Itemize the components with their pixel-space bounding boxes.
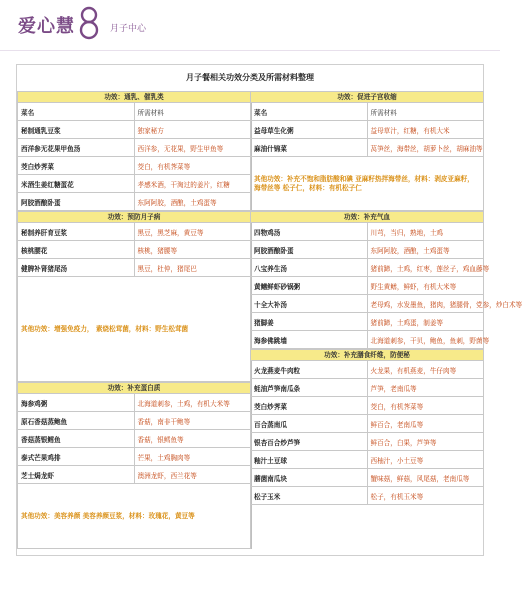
right-column bbox=[250, 91, 522, 505]
column-header-name: 菜名 bbox=[251, 103, 368, 121]
table-qixue bbox=[250, 211, 522, 349]
table-row bbox=[18, 139, 251, 157]
other-effect-note: 其他功效：补充不饱和脂肪酸和碘 亚麻籽热拌海带丝，材料：剥皮亚麻籽，海带丝等 松子仁，材料：有机松子仁 bbox=[251, 157, 484, 211]
dish-material: 猪前蹄，土鸡，红枣，莲丝子，鸡血藤等 bbox=[367, 259, 484, 277]
table-row bbox=[251, 331, 484, 349]
table-row bbox=[251, 223, 484, 241]
app-header bbox=[0, 0, 500, 51]
table-row bbox=[18, 430, 251, 448]
section-heading: 功效：补充蛋白质 bbox=[18, 383, 251, 394]
dish-material: 黑豆，杜仲，猪尾巴 bbox=[134, 259, 251, 277]
table-row bbox=[251, 313, 484, 331]
table-row bbox=[251, 433, 484, 451]
table-row bbox=[18, 259, 251, 277]
brand-logo: 爱心慧 bbox=[18, 16, 75, 37]
dish-material: 蟹味菇，鲜菇，风尾菇，老南瓜等 bbox=[367, 469, 484, 487]
dish-name: 芝士焗龙虾 bbox=[18, 466, 135, 484]
table-danbai bbox=[17, 382, 251, 549]
dish-material: 核桃，猪腰等 bbox=[134, 241, 251, 259]
dish-name: 香菇蒸银鳕鱼 bbox=[18, 430, 135, 448]
header-center-label: 月子中心 bbox=[110, 24, 147, 34]
section-heading: 功效：预防月子病 bbox=[18, 212, 251, 223]
dish-name: 泰式芒果鸡排 bbox=[18, 448, 135, 466]
dish-name: 核桃腰花 bbox=[18, 241, 135, 259]
dish-material: 独家秘方 bbox=[134, 121, 251, 139]
dish-name: 麻油什锦菜 bbox=[251, 139, 368, 157]
dish-name: 阿胶酒酿卧蛋 bbox=[18, 193, 135, 211]
table-row bbox=[251, 121, 484, 139]
dish-name: 黄鳝鲜虾砂锅粥 bbox=[251, 277, 368, 295]
table-row bbox=[251, 487, 484, 505]
dish-material: 松子，有机玉米等 bbox=[367, 487, 484, 505]
dish-name: 健脾补肾猪尾汤 bbox=[18, 259, 135, 277]
table-row bbox=[251, 469, 484, 487]
dish-name: 原石香菇蒸鲍鱼 bbox=[18, 412, 135, 430]
document-sheet bbox=[16, 64, 522, 556]
dish-name: 火龙燕麦牛肉粒 bbox=[251, 361, 368, 379]
table-yufang bbox=[17, 211, 251, 382]
table-row bbox=[251, 139, 484, 157]
table-row bbox=[18, 223, 251, 241]
section-heading: 功效：补充膳食纤维，防便秘 bbox=[251, 350, 484, 361]
table-row bbox=[251, 277, 484, 295]
other-effect-note: 其他功效：美容养颜 美容养颜豆浆，材料：玫瑰花，黄豆等 bbox=[18, 484, 251, 549]
dish-name: 西洋参无花果甲鱼汤 bbox=[18, 139, 135, 157]
dish-material: 香菇，南非干鲍等 bbox=[134, 412, 251, 430]
dish-name: 八宝养生汤 bbox=[251, 259, 368, 277]
dish-name: 秘制养肝育豆浆 bbox=[18, 223, 135, 241]
dish-name: 益母草生化粥 bbox=[251, 121, 368, 139]
dish-material: 芦笋，老南瓜等 bbox=[367, 379, 484, 397]
table-row bbox=[251, 259, 484, 277]
dish-name: 阿胶酒酿卧蛋 bbox=[251, 241, 368, 259]
table-shanshi bbox=[250, 349, 484, 505]
other-effect-note: 其他功效：增强免疫力， 素烧松茸菌，材料：野生松茸菌 bbox=[18, 277, 251, 382]
table-row bbox=[18, 121, 251, 139]
dish-material: 益母草汁，红糖，有机大米 bbox=[367, 121, 484, 139]
table-row bbox=[18, 412, 251, 430]
dish-material: 北海道刺参，干贝，鲍鱼，鱼刺，野菌等 bbox=[367, 331, 484, 349]
table-row bbox=[18, 193, 251, 211]
dish-material: 香菇，银鳕鱼等 bbox=[134, 430, 251, 448]
table-row bbox=[251, 241, 484, 259]
dish-material: 西柚汁，小土豆等 bbox=[367, 451, 484, 469]
dish-name: 十全大补汤 bbox=[251, 295, 368, 313]
dish-name: 百合蒸南瓜 bbox=[251, 415, 368, 433]
table-row bbox=[251, 379, 484, 397]
table-row bbox=[18, 241, 251, 259]
table-row bbox=[251, 397, 484, 415]
dish-name: 银杏百合炒芦笋 bbox=[251, 433, 368, 451]
dish-material: 火龙果，有机燕麦，牛仔肉等 bbox=[367, 361, 484, 379]
dish-material: 鲜百合，老南瓜等 bbox=[367, 415, 484, 433]
dish-material: 孝感米酒，干淘过的姜片，红糖 bbox=[134, 175, 251, 193]
dish-name: 猪脚姜 bbox=[251, 313, 368, 331]
dish-name: 蘑菌南瓜块 bbox=[251, 469, 368, 487]
section-heading: 功效：补充气血 bbox=[251, 212, 484, 223]
table-tongru bbox=[17, 91, 251, 211]
table-row bbox=[251, 415, 484, 433]
dish-material: 澳洲龙虾，西兰花等 bbox=[134, 466, 251, 484]
table-zigong bbox=[250, 91, 484, 211]
dish-material: 东阿阿胶，酒酿，土鸡蛋等 bbox=[134, 193, 251, 211]
left-column bbox=[17, 91, 252, 549]
dish-material: 北海道刺参，土鸡，有机大米等 bbox=[134, 394, 251, 412]
page-footer-blank bbox=[0, 556, 500, 614]
dish-material: 芒果，土鸡胸肉等 bbox=[134, 448, 251, 466]
column-header-name: 菜名 bbox=[18, 103, 135, 121]
dish-name: 蚝油芦笋南瓜条 bbox=[251, 379, 368, 397]
dish-name: 四物鸡汤 bbox=[251, 223, 368, 241]
dish-name: 松子玉米 bbox=[251, 487, 368, 505]
logo-mark-icon bbox=[78, 6, 100, 40]
dish-material: 猪前蹄，土鸡蛋，制姜等 bbox=[367, 313, 484, 331]
table-row bbox=[18, 175, 251, 193]
dish-material: 鲜百合，白果，芦笋等 bbox=[367, 433, 484, 451]
table-row bbox=[18, 466, 251, 484]
table-row bbox=[18, 157, 251, 175]
table-row bbox=[251, 295, 484, 313]
dish-material: 茭白，有机荠菜等 bbox=[367, 397, 484, 415]
document-title: 月子餐相关功效分类及所需材料整理 bbox=[17, 65, 483, 92]
dish-material: 老母鸡，水发墨鱼，猪肉，猪腿骨，党参，炒白术等 bbox=[367, 295, 484, 313]
dish-name: 釉汁土豆球 bbox=[251, 451, 368, 469]
dish-material: 莴笋丝，海带丝，胡萝卜丝，胡麻油等 bbox=[367, 139, 484, 157]
section-heading: 功效：促进子宫收缩 bbox=[251, 92, 484, 103]
table-row bbox=[18, 394, 251, 412]
dish-name: 茭白炒荠菜 bbox=[18, 157, 135, 175]
column-header-material: 所需材料 bbox=[134, 103, 251, 121]
dish-material: 黑豆，黑芝麻，黄豆等 bbox=[134, 223, 251, 241]
dish-material: 东阿阿胶，酒酿，土鸡蛋等 bbox=[367, 241, 484, 259]
dish-name: 茭白炒荠菜 bbox=[251, 397, 368, 415]
dish-name: 海参鸡粥 bbox=[18, 394, 135, 412]
dish-material: 川芎，当归，熟地，土鸡 bbox=[367, 223, 484, 241]
column-header-material: 所需材料 bbox=[367, 103, 484, 121]
dish-name: 米酒生姜红糖蛋花 bbox=[18, 175, 135, 193]
table-row bbox=[251, 361, 484, 379]
section-heading: 功效：通乳、催乳类 bbox=[18, 92, 251, 103]
dish-material: 茭白，有机荠菜等 bbox=[134, 157, 251, 175]
dish-name: 秘制通乳豆浆 bbox=[18, 121, 135, 139]
dish-name: 海参佛跳墙 bbox=[251, 331, 368, 349]
dish-material: 野生黄鳝，鲜虾，有机大米等 bbox=[367, 277, 484, 295]
dish-material: 西洋参，无花果，野生甲鱼等 bbox=[134, 139, 251, 157]
table-row bbox=[18, 448, 251, 466]
table-row bbox=[251, 451, 484, 469]
